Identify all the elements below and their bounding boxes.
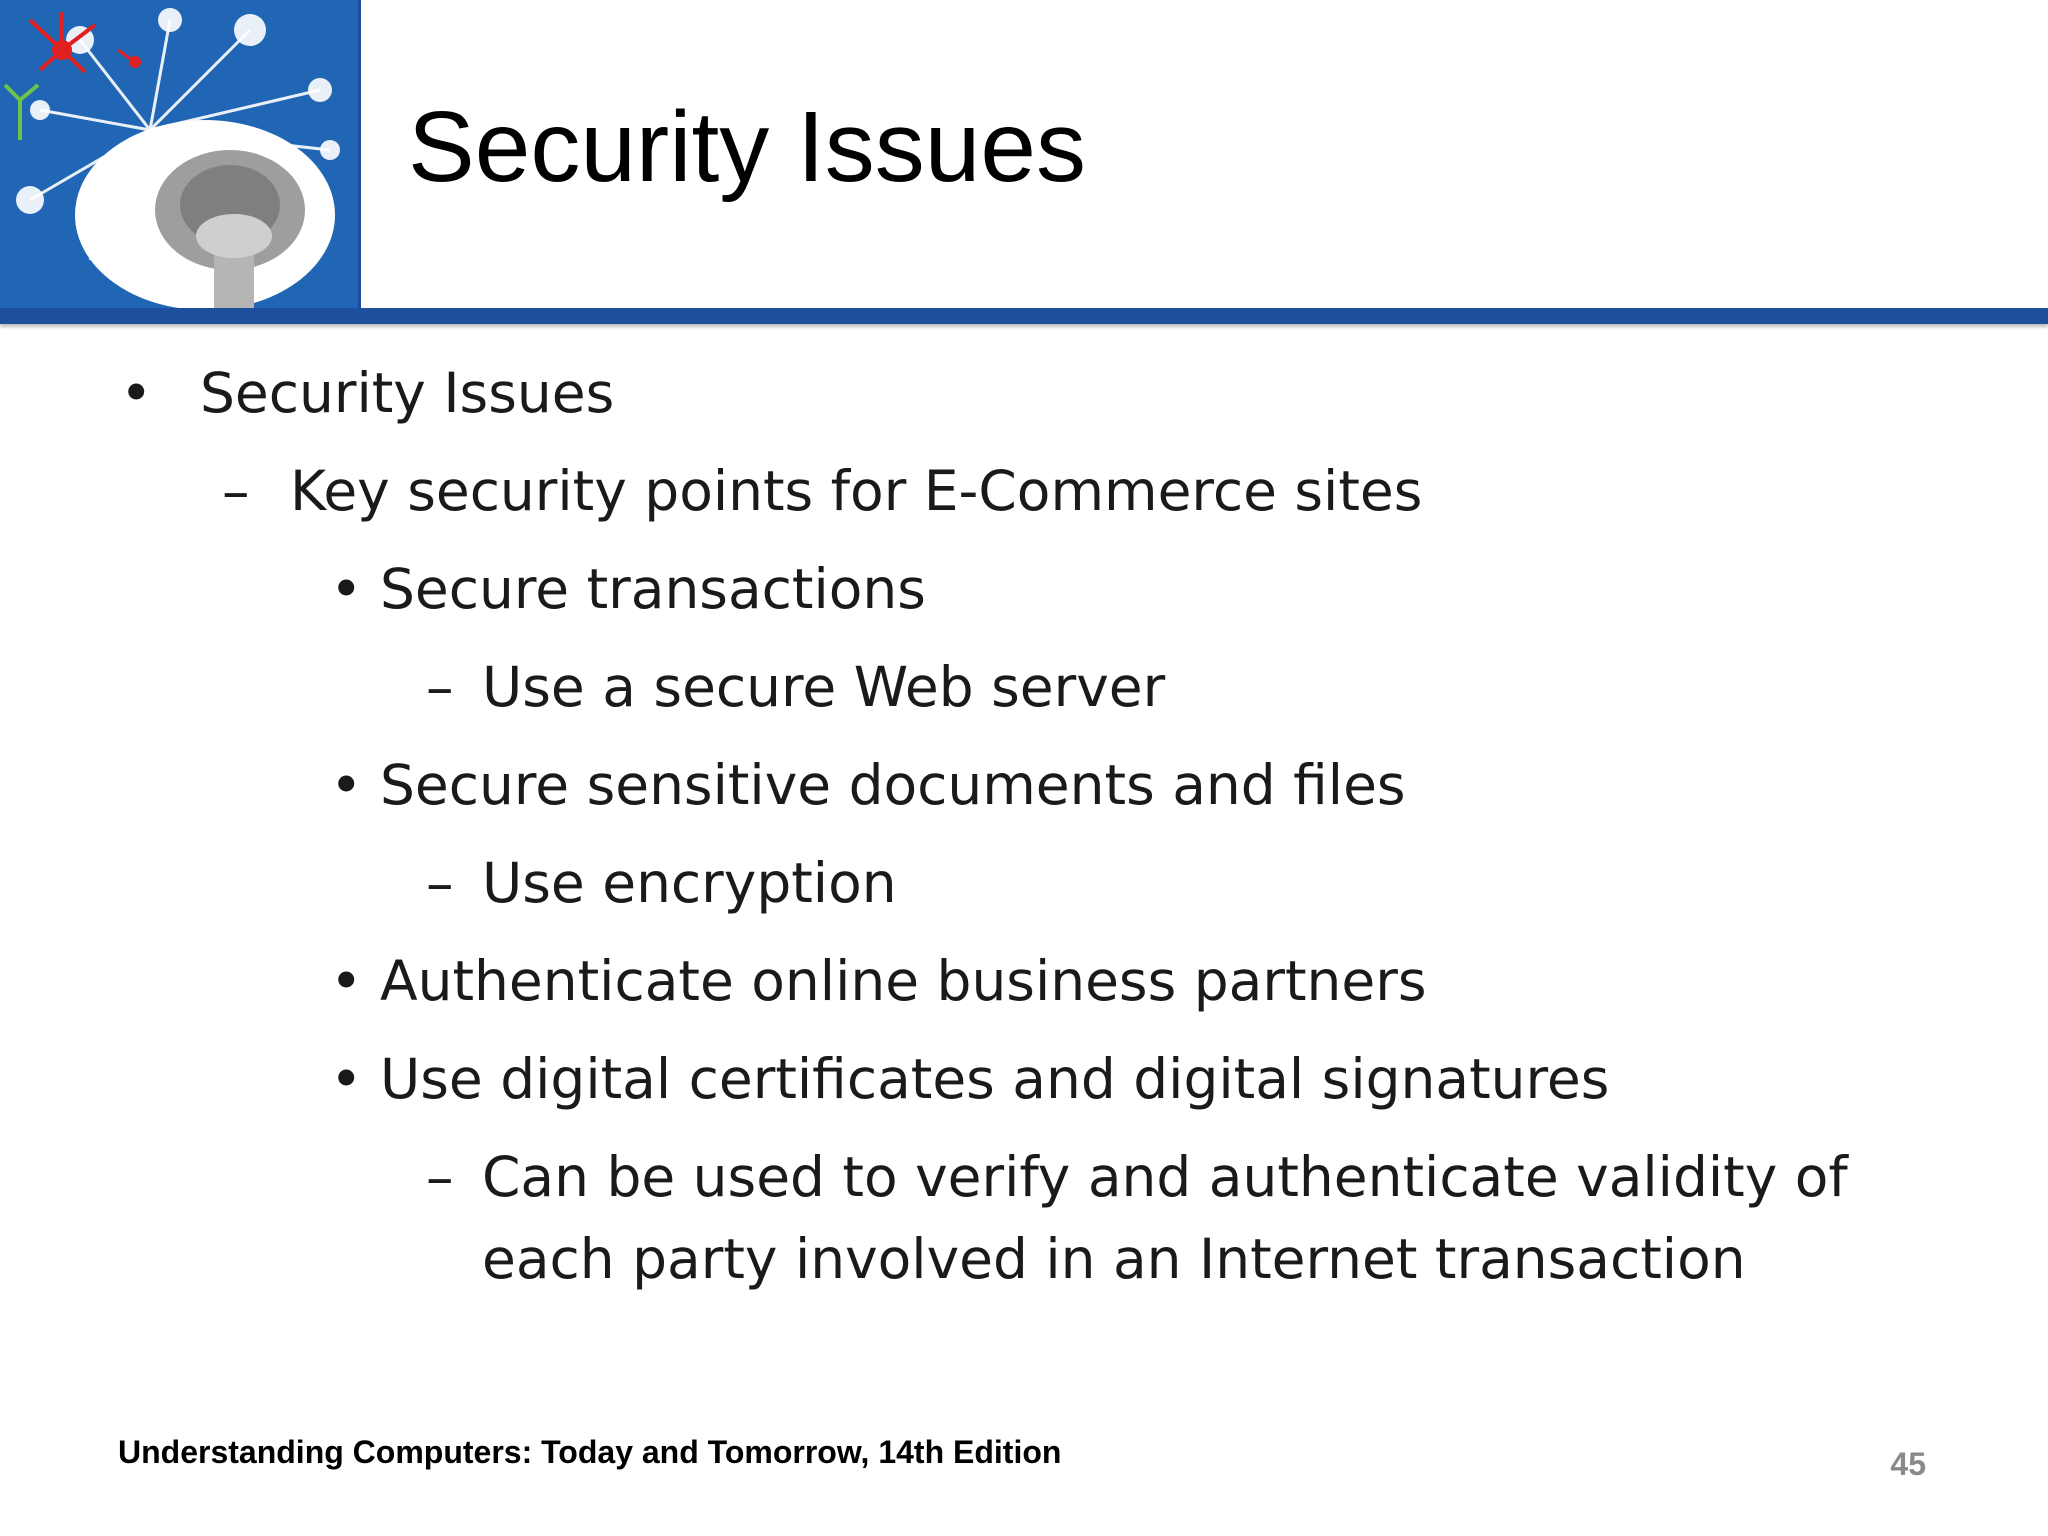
bullet-marker: – — [426, 1145, 454, 1209]
bullet-marker: • — [330, 557, 363, 621]
bullet-text: Security Issues — [200, 361, 615, 425]
dandelion-image — [0, 0, 358, 308]
bullet-item — [426, 842, 897, 924]
bullet-marker: – — [426, 851, 454, 915]
bullet-text: Secure transactions — [380, 557, 926, 621]
bullet-item — [426, 1136, 1962, 1300]
bullet-text: Key security points for E-Commerce sites — [290, 459, 1423, 523]
bullet-text: Authenticate online business partners — [380, 949, 1427, 1013]
bullet-item — [222, 450, 1423, 532]
bullet-text: Use digital certificates and digital signatures — [380, 1047, 1610, 1111]
bullet-item — [120, 352, 615, 434]
bullet-marker: – — [426, 655, 454, 719]
bullet-item — [330, 940, 1427, 1022]
bullet-marker: • — [330, 949, 363, 1013]
title-divider — [358, 0, 361, 308]
bullet-item — [330, 1038, 1610, 1120]
slide-title: Security Issues — [408, 91, 1087, 203]
bullet-marker: • — [330, 753, 363, 817]
bullet-item — [330, 548, 926, 630]
bullet-text: Secure sensitive documents and files — [380, 753, 1406, 817]
page-number: 45 — [1890, 1446, 1926, 1482]
bullet-marker: • — [330, 1047, 363, 1111]
bullet-text: Use encryption — [482, 851, 897, 915]
footer-text: Understanding Computers: Today and Tomorrow, 14th Edition — [118, 1434, 1062, 1470]
bullet-text: Use a secure Web server — [482, 655, 1166, 719]
bullet-item — [426, 646, 1166, 728]
bullet-item — [330, 744, 1406, 826]
title-rule — [0, 308, 2048, 324]
bullet-marker: – — [222, 459, 250, 523]
bullet-marker: • — [120, 361, 153, 425]
bullet-text: Can be used to verify and authenticate validity of each party involved in an Internet transaction — [482, 1145, 1848, 1291]
